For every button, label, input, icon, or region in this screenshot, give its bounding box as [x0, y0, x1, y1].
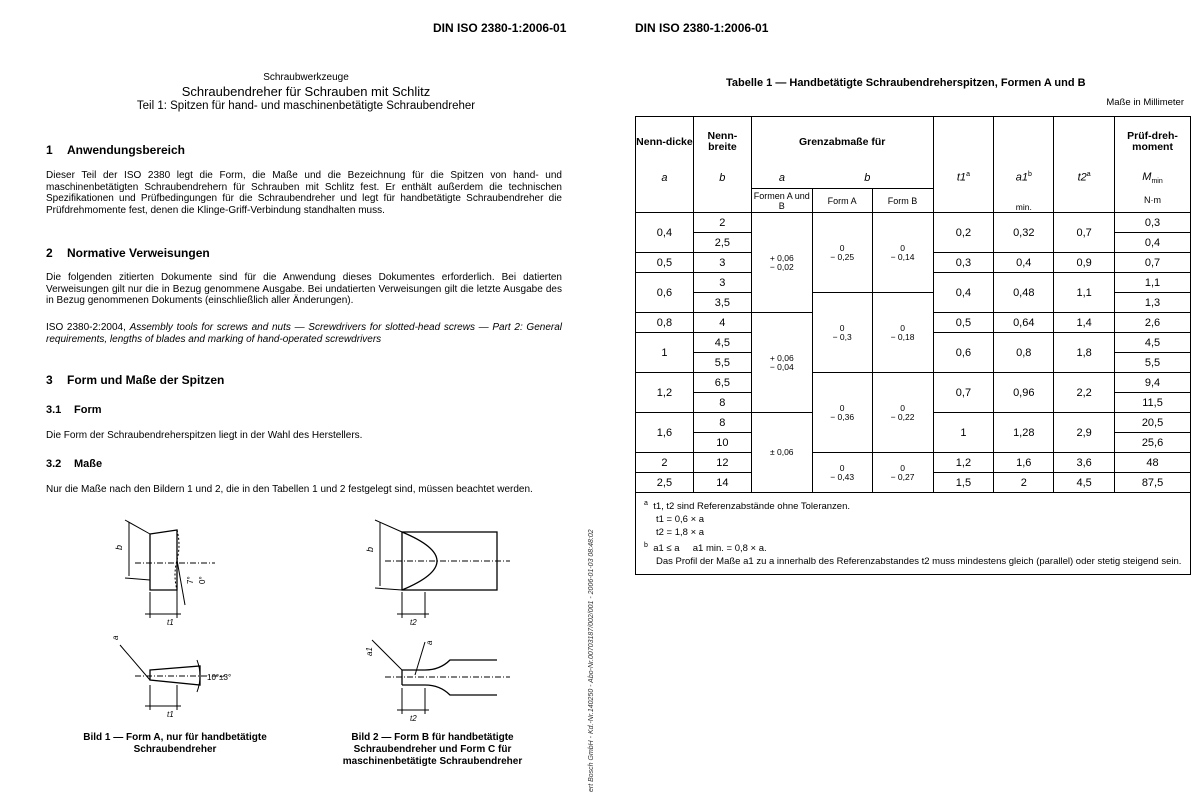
- cell-a: 0,4: [636, 213, 694, 253]
- cell-b: 3,5: [693, 293, 751, 313]
- header-formen-a-b: Formen A und B: [751, 189, 812, 213]
- cell-a1: 0,64: [994, 313, 1054, 333]
- header-t1: [933, 167, 994, 189]
- cell-t2: 1,1: [1054, 273, 1115, 313]
- header-a1: [994, 167, 1054, 189]
- figure-2-caption: [330, 732, 535, 768]
- footnote-b-formula-1: a1 ≤ a: [653, 543, 680, 555]
- cell-b: 12: [693, 453, 751, 473]
- reference-id: ISO 2380-2:2004,: [46, 322, 126, 333]
- tol-bA-2-upper: 0: [839, 322, 845, 333]
- cell-t1: 0,4: [933, 273, 994, 313]
- cell-tol-bB-4: [872, 453, 933, 493]
- header-nennbreite: Nenn-breite: [693, 117, 751, 168]
- tol-bA-4-upper: 0: [839, 462, 845, 473]
- section-3-heading: [46, 373, 224, 387]
- section-3-1-heading: [46, 404, 102, 416]
- fig2-label-b: b: [365, 546, 375, 552]
- fig2-side-view: [402, 660, 497, 695]
- document-title: Schraubendreher für Schrauben mit Schlitz: [181, 84, 431, 99]
- figure-1-drawing: [105, 510, 255, 725]
- footnote-formula-t1: t1 = 0,6 × a: [656, 514, 705, 526]
- section-2-text: Die folgenden zitierten Dokumente sind für die Anwendung dieses Dokumentes erforderlich. Bei datierten Verweisungen gilt nur die in Bezug genommene Ausgabe. Bei undatierten Verweisungen gilt die letzte Ausgabe des in Bezug genommenen Dokuments (einschließlich aller Änderungen).: [46, 272, 562, 306]
- cell-t1: 1,5: [933, 473, 994, 493]
- section-3-1-number: 3.1: [46, 404, 62, 416]
- cell-m: 0,7: [1115, 253, 1191, 273]
- header-b-spacer: [693, 189, 751, 213]
- section-1-title: Anwendungsbereich: [67, 143, 186, 157]
- figure-1-caption: [70, 732, 280, 756]
- tol-a-2-lower: − 0,04: [769, 361, 794, 372]
- right-page: [600, 0, 1200, 795]
- cell-m: 87,5: [1115, 473, 1191, 493]
- header-mmin: [1115, 167, 1191, 189]
- fig2-label-a: a: [425, 640, 434, 645]
- cell-a: 0,6: [636, 273, 694, 313]
- cell-t2: 2,2: [1054, 373, 1115, 413]
- cell-tol-bB-3: [872, 373, 933, 453]
- figure-2-caption-line-1: Bild 2 — Form B für handbetätigte: [351, 732, 514, 743]
- section-3-2-number: 3.2: [46, 458, 62, 470]
- cell-m: 0,4: [1115, 233, 1191, 253]
- section-3-2-heading: [46, 458, 102, 470]
- footnote-b-formula-2: a1 min. = 0,8 × a.: [692, 543, 767, 555]
- cell-a1: 2: [994, 473, 1054, 493]
- watermark-text: ert Bosch GmbH - Kd.-Nr.140250 - Abo-Nr.00703187/002/001 - 2006-01-03 08:48:02: [588, 529, 595, 792]
- header-t2: [1054, 167, 1115, 189]
- header-a1-symbol: a1: [1015, 172, 1028, 185]
- section-3-1-title: Form: [74, 404, 102, 416]
- tol-a-2-upper: + 0,06: [769, 352, 794, 363]
- cell-t1: 0,7: [933, 373, 994, 413]
- cell-b: 5,5: [693, 353, 751, 373]
- tol-bA-1-upper: 0: [839, 242, 845, 253]
- header-a-spacer: [636, 189, 694, 213]
- fig2-label-t2: t2: [410, 618, 417, 627]
- section-2-title: Normative Verweisungen: [67, 246, 210, 260]
- section-3-1-text: Die Form der Schraubendreherspitzen liegt in der Wahl des Herstellers.: [46, 430, 363, 441]
- cell-b: 10: [693, 433, 751, 453]
- cell-b: 4,5: [693, 333, 751, 353]
- cell-m: 25,6: [1115, 433, 1191, 453]
- fig1-angle-line-2: [177, 560, 185, 605]
- tol-bB-1-lower: − 0,14: [890, 251, 915, 262]
- tol-a-1-lower: − 0,02: [769, 261, 794, 272]
- fig1-blade: [150, 530, 177, 590]
- cell-b: 6,5: [693, 373, 751, 393]
- header-pruefdrehmoment: Prüf-dreh-moment: [1115, 117, 1191, 168]
- header-nenndicke: Nenn-dicke: [636, 117, 694, 168]
- header-form-b: Form B: [872, 189, 933, 213]
- cell-t1: 0,2: [933, 213, 994, 253]
- cell-t2: 1,8: [1054, 333, 1115, 373]
- cell-b: 8: [693, 393, 751, 413]
- cell-a1: 0,4: [994, 253, 1054, 273]
- header-a1-footnote: b: [1027, 171, 1032, 179]
- cell-tol-a-1: [751, 213, 812, 313]
- figure-1-caption-line-1: Bild 1 — Form A, nur für handbetätigte: [83, 732, 267, 743]
- footnote-formula-t2: t2 = 1,8 × a: [656, 527, 705, 539]
- cell-b: 3: [693, 273, 751, 293]
- section-3-number: 3: [46, 373, 53, 387]
- cell-a: 0,5: [636, 253, 694, 273]
- cell-m: 5,5: [1115, 353, 1191, 373]
- tol-bB-4-upper: 0: [900, 462, 905, 473]
- normative-reference: [46, 322, 562, 345]
- fig2-dim-ext-top: [375, 520, 402, 532]
- cell-tol-bB-2: [872, 293, 933, 373]
- header-m-sub: min: [1151, 177, 1163, 185]
- fig1-label-t1b: t1: [167, 710, 174, 719]
- cell-t1: 1,2: [933, 453, 994, 473]
- header-grenzabmasse: Grenzabmaße für: [751, 117, 933, 168]
- cell-t1: 0,3: [933, 253, 994, 273]
- cell-b: 4: [693, 313, 751, 333]
- table-title: Tabelle 1 — Handbetätigte Schraubendreherspitzen, Formen A und B: [726, 77, 1086, 89]
- table-unit-note: Maße in Millimeter: [1106, 97, 1184, 108]
- header-t1-symbol: t1: [956, 172, 967, 185]
- cell-t2: 0,7: [1054, 213, 1115, 253]
- header-t1-spacer: [933, 117, 994, 168]
- header-a1-min: min.: [994, 189, 1054, 213]
- cell-a: 1,6: [636, 413, 694, 453]
- cell-b: 2: [693, 213, 751, 233]
- footnote-a-text: t1, t2 sind Referenzabstände ohne Toleranzen.: [653, 501, 851, 513]
- cell-t2: 0,9: [1054, 253, 1115, 273]
- fig2-a1-leader: [372, 640, 402, 670]
- cell-m: 9,4: [1115, 373, 1191, 393]
- cell-a1: 1,6: [994, 453, 1054, 473]
- dimensions-table: [635, 116, 1191, 575]
- cell-tol-bA-3: [812, 373, 872, 453]
- fig1-label-angle-7: 7°: [186, 576, 195, 584]
- header-form-a: Form A: [812, 189, 872, 213]
- tol-bB-1-upper: 0: [900, 242, 905, 253]
- cell-tol-bA-4: [812, 453, 872, 493]
- document-title-block: [46, 72, 566, 112]
- fig1-dim-ext-bottom: [125, 578, 150, 580]
- fig1-a-leader: [120, 645, 150, 680]
- footnote-b-marker: b: [644, 542, 648, 550]
- cell-a: 1: [636, 333, 694, 373]
- cell-b: 3: [693, 253, 751, 273]
- footnote-a-marker: a: [644, 500, 648, 507]
- section-3-2-title: Maße: [74, 458, 103, 470]
- tol-bB-2-lower: − 0,18: [890, 331, 915, 342]
- header-a1-spacer: [994, 117, 1054, 168]
- cell-b: 14: [693, 473, 751, 493]
- section-3-2-text: Nur die Maße nach den Bildern 1 und 2, die in den Tabellen 1 und 2 festgelegt sind, müssen beachtet werden.: [46, 484, 533, 495]
- reference-title: Assembly tools for screws and nuts — Screwdrivers for slotted-head screws — Part 2: General requirements, lengths of blades and marking of hand-operated screwdrivers: [46, 322, 563, 345]
- cell-b: 2,5: [693, 233, 751, 253]
- header-t1-footnote: a: [966, 171, 970, 179]
- header-tol-a-symbol: a: [751, 167, 812, 189]
- cell-m: 48: [1115, 453, 1191, 473]
- cell-t2: 3,6: [1054, 453, 1115, 473]
- section-2-heading: [46, 246, 210, 260]
- document-supertitle: Schraubwerkzeuge: [263, 72, 349, 83]
- section-1-text: Dieser Teil der ISO 2380 legt die Form, die Maße und die Bezeichnung für die Spitzen von hand- und maschinenbetätigten Schraubendrehern für Schrauben mit Schlitz fest. Er enthält außerdem die technischen Spezifikationen und Prüfbedingungen für die Schraubendreher und legt für handbetätigte Schraubendreher die Prüfdrehmomente fest, denen die Klinge-Griff-Verbindung standhalten muss.: [46, 170, 562, 216]
- figure-2-caption-line-3: maschinenbetätigte Schraubendreher: [342, 756, 523, 767]
- tol-bB-3-upper: 0: [900, 402, 905, 413]
- cell-t1: 1: [933, 413, 994, 453]
- figure-1-caption-line-2: Schraubendreher: [133, 744, 217, 755]
- cell-a1: 0,32: [994, 213, 1054, 253]
- cell-m: 2,6: [1115, 313, 1191, 333]
- section-3-title: Form und Maße der Spitzen: [67, 373, 225, 387]
- fig2-label-t2b: t2: [410, 714, 417, 723]
- left-page-header: DIN ISO 2380-1:2006-01: [433, 21, 567, 35]
- cell-a1: 0,48: [994, 273, 1054, 313]
- tol-a-1-upper: + 0,06: [769, 252, 794, 263]
- fig2-blade: [402, 532, 497, 590]
- fig1-label-b: b: [114, 544, 124, 550]
- fig1-label-t1: t1: [167, 618, 174, 627]
- tol-bA-3-upper: 0: [839, 402, 845, 413]
- cell-a: 2: [636, 453, 694, 473]
- tol-bA-3-lower: − 0,36: [830, 411, 855, 422]
- cell-m: 11,5: [1115, 393, 1191, 413]
- cell-t2: 2,9: [1054, 413, 1115, 453]
- fig2-dim-ext-bottom: [375, 588, 402, 590]
- tol-bA-2-lower: − 0,3: [832, 331, 852, 342]
- footnote-b: [644, 539, 1182, 555]
- header-m-symbol: M: [1142, 170, 1152, 183]
- cell-b: 8: [693, 413, 751, 433]
- header-t2-spacer-2: [1054, 189, 1115, 213]
- figure-2-caption-line-2: Schraubendreher und Form C für: [353, 744, 512, 755]
- header-t2-footnote: a: [1086, 171, 1091, 179]
- header-t2-symbol: t2: [1077, 172, 1087, 185]
- cell-m: 0,3: [1115, 213, 1191, 233]
- cell-t2: 4,5: [1054, 473, 1115, 493]
- header-unit-nm: N·m: [1115, 189, 1191, 213]
- header-b-symbol: b: [693, 167, 751, 189]
- table-footnotes: [636, 493, 1191, 575]
- section-1-heading: [46, 143, 185, 157]
- fig1-label-a: a: [111, 635, 120, 640]
- header-t2-spacer: [1054, 117, 1115, 168]
- tol-bB-2-upper: 0: [900, 322, 905, 333]
- document-subtitle: Teil 1: Spitzen für hand- und maschinenbetätigte Schraubendreher: [136, 100, 476, 112]
- cell-t1: 0,5: [933, 313, 994, 333]
- cell-m: 1,1: [1115, 273, 1191, 293]
- tol-bA-4-lower: − 0,43: [830, 471, 855, 482]
- cell-m: 4,5: [1115, 333, 1191, 353]
- tol-bA-1-lower: − 0,25: [830, 251, 855, 262]
- cell-tol-bB-1: [872, 213, 933, 293]
- cell-t1: 0,6: [933, 333, 994, 373]
- figure-2-drawing: [360, 510, 510, 725]
- cell-a1: 1,28: [994, 413, 1054, 453]
- tol-bB-4-lower: − 0,27: [890, 471, 915, 482]
- cell-a: 2,5: [636, 473, 694, 493]
- right-page-header: DIN ISO 2380-1:2006-01: [635, 21, 769, 35]
- footnote-a: [644, 497, 1182, 513]
- header-tol-b-symbol: b: [812, 167, 933, 189]
- fig1-label-angle-0: 0°: [198, 576, 207, 584]
- tol-bB-3-lower: − 0,22: [890, 411, 915, 422]
- cell-t2: 1,4: [1054, 313, 1115, 333]
- cell-tol-bA-1: [812, 213, 872, 293]
- cell-a1: 0,96: [994, 373, 1054, 413]
- cell-tol-a-2: [751, 313, 812, 413]
- footnote-b-text: Das Profil der Maße a1 zu a innerhalb des Referenzabstandes t2 muss mindestens gleich (parallel) oder stetig steigend sein.: [656, 556, 1182, 568]
- section-1-number: 1: [46, 143, 53, 157]
- fig2-label-a1: a1: [365, 647, 374, 656]
- cell-tol-a-3: ± 0,06: [751, 413, 812, 493]
- cell-m: 1,3: [1115, 293, 1191, 313]
- fig1-label-angle-10: 10°±3°: [207, 673, 232, 682]
- cell-a: 1,2: [636, 373, 694, 413]
- cell-tol-bA-2: [812, 293, 872, 373]
- cell-a: 0,8: [636, 313, 694, 333]
- cell-a1: 0,8: [994, 333, 1054, 373]
- section-2-number: 2: [46, 246, 53, 260]
- cell-m: 20,5: [1115, 413, 1191, 433]
- header-t1-spacer-2: [933, 189, 994, 213]
- header-a-symbol: a: [636, 167, 694, 189]
